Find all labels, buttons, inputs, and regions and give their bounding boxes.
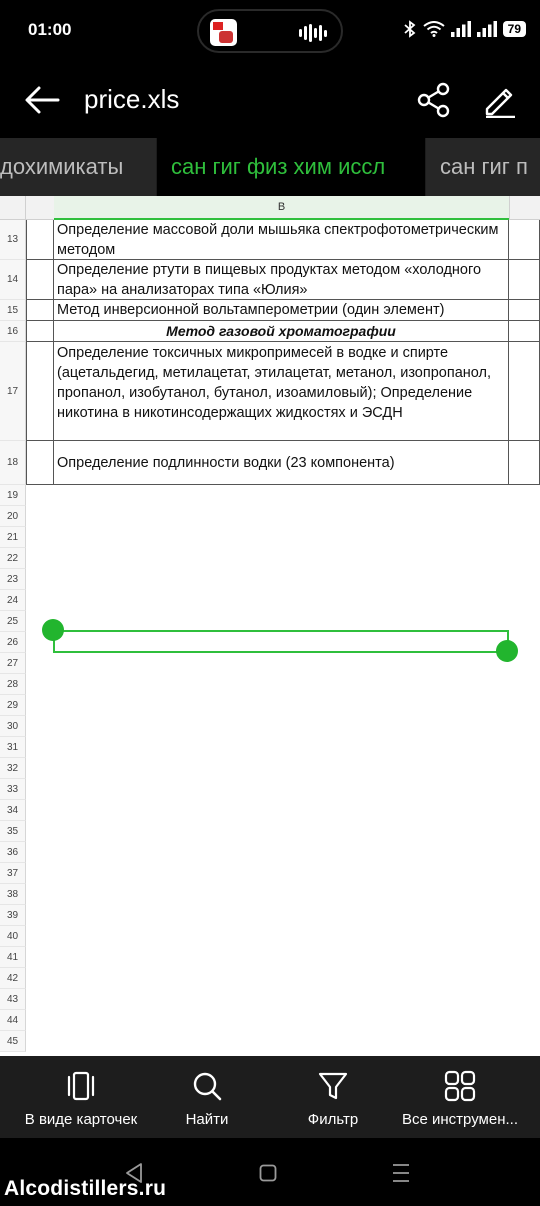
- table-row[interactable]: [0, 842, 540, 863]
- table-row[interactable]: [0, 527, 540, 548]
- cell-text[interactable]: Определение токсичных микропримесей в водке и спирте (ацетальдегид, метилацетат, этилацетат, метанол, изопропанол, пропанол, изобутанол, бутанол, изоамиловый); Определение никотина в никотинсодержащих жидкостях и ЭСДН: [54, 342, 509, 441]
- cell[interactable]: [26, 220, 54, 260]
- edit-button[interactable]: [482, 82, 518, 118]
- table-row[interactable]: [0, 884, 540, 905]
- table-row[interactable]: [0, 779, 540, 800]
- row-number[interactable]: 33: [0, 779, 26, 800]
- table-row[interactable]: [0, 947, 540, 968]
- cell[interactable]: [509, 300, 540, 321]
- row-number[interactable]: 25: [0, 611, 26, 632]
- search-icon: [191, 1070, 223, 1102]
- row-number[interactable]: 40: [0, 926, 26, 947]
- table-row[interactable]: [0, 506, 540, 527]
- row-number[interactable]: 37: [0, 863, 26, 884]
- table-row[interactable]: [0, 441, 540, 485]
- row-number[interactable]: 28: [0, 674, 26, 695]
- column-header-row: [0, 196, 540, 220]
- cell[interactable]: [26, 260, 54, 300]
- media-thumbnail: [210, 19, 237, 46]
- table-row[interactable]: [0, 863, 540, 884]
- nav-home-icon[interactable]: [259, 1164, 277, 1182]
- cell[interactable]: [509, 342, 540, 441]
- status-icons: [403, 20, 526, 38]
- table-row[interactable]: [0, 590, 540, 611]
- table-row[interactable]: [0, 821, 540, 842]
- back-button[interactable]: [22, 80, 62, 120]
- section-header-cell[interactable]: Метод газовой хроматографии: [54, 321, 509, 342]
- table-row[interactable]: [0, 695, 540, 716]
- row-number[interactable]: 31: [0, 737, 26, 758]
- column-divider: [509, 196, 510, 220]
- all-tools-button[interactable]: [396, 1056, 524, 1138]
- table-row[interactable]: [0, 569, 540, 590]
- table-row[interactable]: [0, 989, 540, 1010]
- table-row[interactable]: [0, 737, 540, 758]
- file-title: price.xls: [84, 84, 180, 114]
- row-number[interactable]: 18: [0, 441, 26, 485]
- bluetooth-icon: [403, 20, 417, 38]
- sheet-tab-3[interactable]: сан гиг п: [426, 138, 540, 196]
- table-row[interactable]: [0, 220, 540, 260]
- cell[interactable]: [509, 260, 540, 300]
- table-row[interactable]: [0, 321, 540, 342]
- cell[interactable]: [26, 342, 54, 441]
- selection-handle-start[interactable]: [42, 619, 64, 641]
- filter-button[interactable]: [292, 1056, 374, 1138]
- row-number[interactable]: 20: [0, 506, 26, 527]
- row-number[interactable]: 17: [0, 342, 26, 441]
- table-row[interactable]: [0, 716, 540, 737]
- row-number[interactable]: 42: [0, 968, 26, 989]
- row-number[interactable]: 21: [0, 527, 26, 548]
- table-row[interactable]: [0, 800, 540, 821]
- row-number[interactable]: 41: [0, 947, 26, 968]
- battery-indicator: 79: [503, 21, 526, 37]
- status-bar: [0, 0, 540, 62]
- cell[interactable]: [26, 441, 54, 485]
- card-view-label: В виде карточек: [24, 1111, 138, 1128]
- cell[interactable]: [26, 321, 54, 342]
- cell-text[interactable]: Определение массовой доли мышьяка спектрофотометрическим методом: [54, 220, 509, 260]
- arrow-left-icon: [22, 80, 62, 120]
- row-number[interactable]: 16: [0, 321, 26, 342]
- column-header-b[interactable]: B: [54, 196, 509, 220]
- table-row[interactable]: [0, 1010, 540, 1031]
- sheet-tab-1[interactable]: дохимикаты: [0, 138, 156, 196]
- table-row[interactable]: [0, 342, 540, 441]
- cell[interactable]: [26, 300, 54, 321]
- row-number[interactable]: 32: [0, 758, 26, 779]
- table-row[interactable]: [0, 653, 540, 674]
- row-number[interactable]: 26: [0, 632, 26, 653]
- wifi-icon: [423, 21, 445, 37]
- row-number[interactable]: 24: [0, 590, 26, 611]
- row-number[interactable]: 22: [0, 548, 26, 569]
- cell-text[interactable]: Определение ртути в пищевых продуктах методом «холодного пара» на анализаторах типа «Юлия»: [54, 260, 509, 300]
- row-number[interactable]: 45: [0, 1031, 26, 1052]
- row-number[interactable]: 36: [0, 842, 26, 863]
- table-row[interactable]: [0, 548, 540, 569]
- cell[interactable]: [509, 321, 540, 342]
- table-row[interactable]: [0, 905, 540, 926]
- table-row[interactable]: [0, 300, 540, 321]
- row-number[interactable]: 34: [0, 800, 26, 821]
- all-tools-label: Все инструмен...: [402, 1111, 518, 1128]
- nav-menu-icon[interactable]: [391, 1162, 411, 1184]
- row-number[interactable]: 35: [0, 821, 26, 842]
- cell[interactable]: [509, 220, 540, 260]
- share-button[interactable]: [416, 82, 452, 118]
- audio-wave-icon: [299, 24, 327, 42]
- row-number[interactable]: 39: [0, 905, 26, 926]
- table-row[interactable]: [0, 926, 540, 947]
- cell-selection[interactable]: [53, 630, 509, 653]
- filter-icon: [317, 1070, 349, 1102]
- status-time: 01:00: [28, 20, 72, 39]
- card-view-button[interactable]: [10, 1056, 152, 1138]
- table-row[interactable]: [0, 1031, 540, 1052]
- row-number[interactable]: 19: [0, 485, 26, 506]
- spreadsheet-grid[interactable]: [0, 196, 540, 1056]
- row-number[interactable]: 27: [0, 653, 26, 674]
- table-row[interactable]: [0, 758, 540, 779]
- cell-text[interactable]: Метод инверсионной вольтамперометрии (один элемент): [54, 300, 509, 321]
- card-view-icon: [65, 1070, 97, 1102]
- find-button[interactable]: [168, 1056, 246, 1138]
- row-number[interactable]: 44: [0, 1010, 26, 1031]
- row-number[interactable]: 38: [0, 884, 26, 905]
- grid-icon: [444, 1070, 476, 1102]
- signal-icon-2: [477, 21, 497, 37]
- bottom-toolbar: [0, 1056, 540, 1138]
- corner-cell[interactable]: [0, 196, 26, 220]
- find-label: Найти: [185, 1111, 229, 1128]
- app-bar: [0, 62, 540, 138]
- watermark-text: Alcodistillers.ru: [4, 1177, 167, 1200]
- cell-text[interactable]: Определение подлинности водки (23 компонента): [54, 441, 509, 485]
- table-row[interactable]: [0, 674, 540, 695]
- cell[interactable]: [509, 441, 540, 485]
- table-row[interactable]: [0, 260, 540, 300]
- table-row[interactable]: [0, 611, 540, 632]
- row-number[interactable]: 43: [0, 989, 26, 1010]
- sheet-tabs: [0, 138, 540, 196]
- share-icon: [416, 82, 452, 118]
- pencil-icon: [482, 82, 518, 118]
- row-number[interactable]: 13: [0, 220, 26, 260]
- dynamic-island[interactable]: [197, 9, 343, 53]
- row-number[interactable]: 29: [0, 695, 26, 716]
- signal-icon: [451, 21, 471, 37]
- filter-label: Фильтр: [307, 1111, 359, 1128]
- selection-handle-end[interactable]: [496, 640, 518, 662]
- row-number[interactable]: 30: [0, 716, 26, 737]
- table-row[interactable]: [0, 485, 540, 506]
- sheet-tab-active[interactable]: сан гиг физ хим иссл: [157, 138, 425, 196]
- row-number[interactable]: 23: [0, 569, 26, 590]
- table-row[interactable]: [0, 968, 540, 989]
- row-number[interactable]: 15: [0, 300, 26, 321]
- row-number[interactable]: 14: [0, 260, 26, 300]
